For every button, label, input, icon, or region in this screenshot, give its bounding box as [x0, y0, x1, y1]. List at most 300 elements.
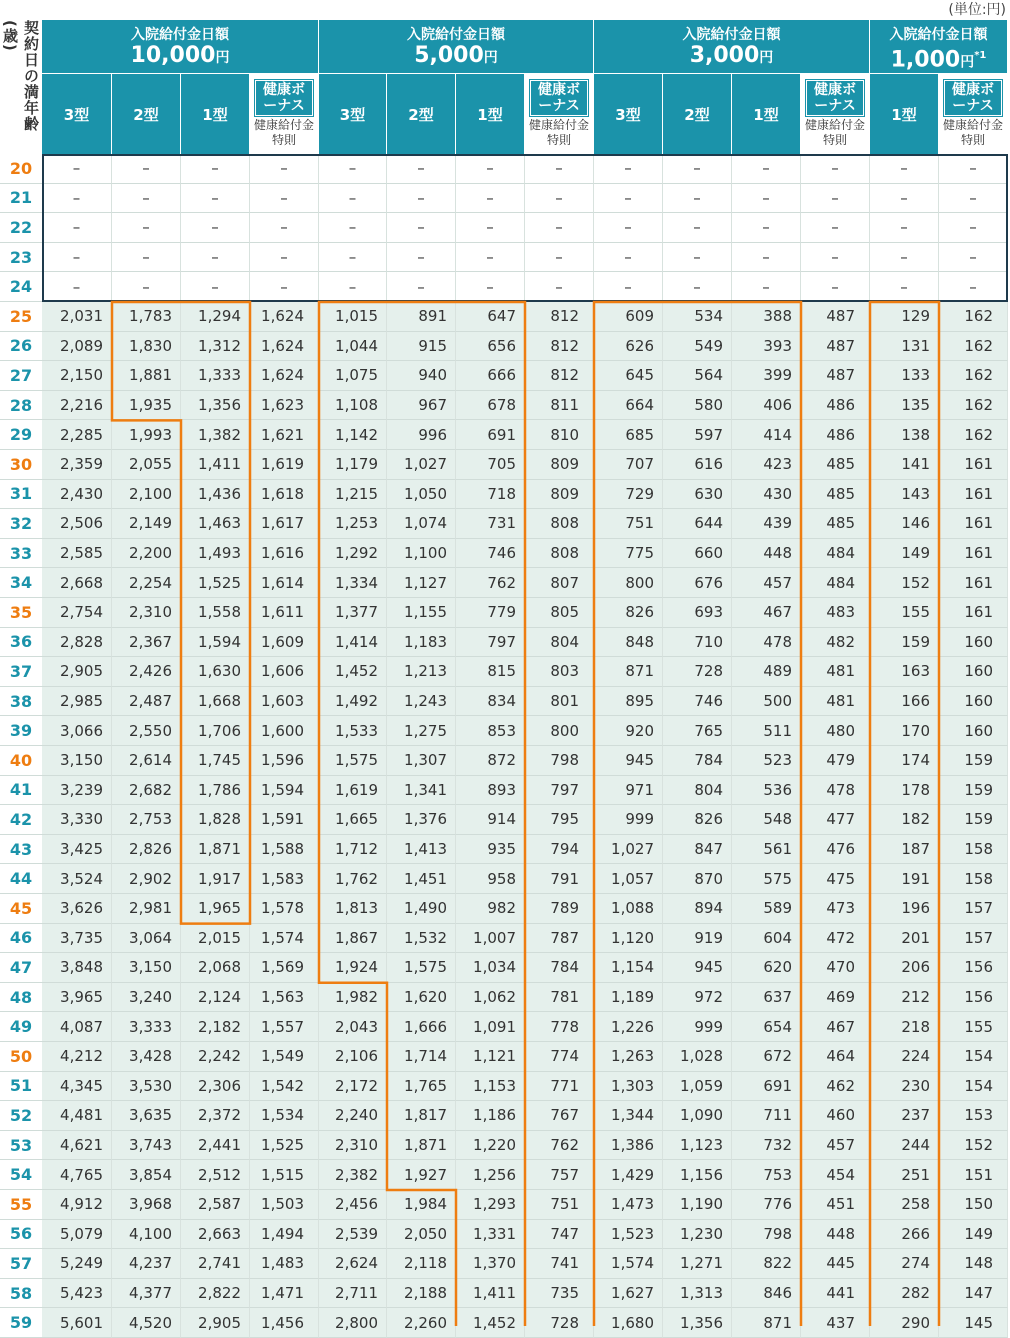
age-cell: 36	[0, 628, 42, 658]
premium-cell: 156	[939, 983, 1008, 1013]
premium-cell: 1,386	[594, 1131, 663, 1161]
premium-cell: 1,293	[456, 1190, 525, 1220]
premium-cell: 2,985	[42, 687, 112, 717]
premium-cell: 678	[456, 391, 525, 421]
premium-cell: 462	[801, 1072, 870, 1102]
age-cell: 34	[0, 568, 42, 598]
premium-cell: 732	[732, 1131, 801, 1161]
yen-unit: 円	[960, 54, 975, 71]
premium-cell: 147	[939, 1279, 1008, 1309]
age-cell: 35	[0, 598, 42, 628]
premium-cell: 1,558	[181, 598, 250, 628]
health-bonus-badge: 健康ボーナス	[530, 80, 588, 116]
premium-cell: –	[112, 213, 181, 243]
premium-cell: –	[456, 213, 525, 243]
premium-cell: –	[870, 272, 939, 302]
premium-cell: 2,430	[42, 480, 112, 510]
premium-cell: 152	[870, 568, 939, 598]
premium-cell: 2,015	[181, 924, 250, 954]
premium-cell: 2,310	[319, 1131, 387, 1161]
premium-cell: 150	[939, 1190, 1008, 1220]
premium-cell: 393	[732, 332, 801, 362]
age-cell: 46	[0, 924, 42, 954]
premium-cell: 230	[870, 1072, 939, 1102]
premium-cell: 161	[939, 539, 1008, 569]
premium-cell: 3,150	[112, 953, 181, 983]
premium-cell: 787	[525, 924, 594, 954]
premium-cell: 779	[456, 598, 525, 628]
premium-cell: 1,483	[250, 1249, 319, 1279]
premium-cell: 1,917	[181, 864, 250, 894]
premium-cell: 1,668	[181, 687, 250, 717]
premium-cell: 182	[870, 805, 939, 835]
premium-cell: 945	[663, 953, 732, 983]
age-cell: 37	[0, 657, 42, 687]
premium-cell: –	[456, 154, 525, 184]
premium-cell: 1,523	[594, 1220, 663, 1250]
premium-cell: 808	[525, 509, 594, 539]
premium-cell: 237	[870, 1101, 939, 1131]
type-header: 3型	[42, 74, 112, 154]
premium-cell: 1,515	[250, 1160, 319, 1190]
premium-cell: 826	[663, 805, 732, 835]
premium-cell: 637	[732, 983, 801, 1013]
premium-cell: 1,292	[319, 539, 387, 569]
premium-cell: 3,968	[112, 1190, 181, 1220]
premium-cell: 1,611	[250, 598, 319, 628]
premium-cell: 1,609	[250, 628, 319, 658]
premium-cell: –	[732, 213, 801, 243]
premium-cell: 1,965	[181, 894, 250, 924]
premium-cell: –	[801, 213, 870, 243]
premium-cell: 771	[525, 1072, 594, 1102]
bonus-header	[525, 74, 594, 154]
premium-cell: 1,574	[250, 924, 319, 954]
premium-cell: 798	[525, 746, 594, 776]
premium-cell: –	[250, 154, 319, 184]
premium-cell: 149	[939, 1220, 1008, 1250]
premium-cell: 1,452	[319, 657, 387, 687]
premium-cell: 487	[801, 302, 870, 332]
premium-cell: 1,436	[181, 480, 250, 510]
premium-cell: 1,534	[250, 1101, 319, 1131]
premium-cell: 481	[801, 687, 870, 717]
premium-cell: –	[870, 184, 939, 214]
age-cell: 29	[0, 420, 42, 450]
premium-cell: –	[456, 272, 525, 302]
premium-cell: –	[456, 184, 525, 214]
premium-cell: –	[181, 272, 250, 302]
premium-cell: 812	[525, 332, 594, 362]
bonus-header	[250, 74, 319, 154]
premium-cell: 2,902	[112, 864, 181, 894]
premium-cell: 597	[663, 420, 732, 450]
premium-cell: 4,087	[42, 1012, 112, 1042]
premium-cell: –	[387, 154, 456, 184]
premium-cell: 728	[525, 1308, 594, 1338]
premium-cell: 1,451	[387, 864, 456, 894]
premium-cell: 1,120	[594, 924, 663, 954]
premium-cell: 2,050	[387, 1220, 456, 1250]
premium-cell: –	[594, 272, 663, 302]
premium-cell: 2,089	[42, 332, 112, 362]
premium-cell: 1,871	[387, 1131, 456, 1161]
premium-cell: 1,154	[594, 953, 663, 983]
premium-cell: 616	[663, 450, 732, 480]
premium-cell: 131	[870, 332, 939, 362]
premium-cell: 1,745	[181, 746, 250, 776]
premium-cell: –	[319, 243, 387, 273]
premium-cell: 1,817	[387, 1101, 456, 1131]
premium-cell: 1,382	[181, 420, 250, 450]
premium-cell: –	[42, 184, 112, 214]
premium-cell: –	[387, 213, 456, 243]
premium-cell: 487	[801, 361, 870, 391]
premium-cell: 735	[525, 1279, 594, 1309]
premium-cell: 797	[456, 628, 525, 658]
premium-cell: 1,183	[387, 628, 456, 658]
premium-cell: –	[112, 272, 181, 302]
premium-cell: 4,520	[112, 1308, 181, 1338]
premium-cell: 811	[525, 391, 594, 421]
premium-cell: 751	[594, 509, 663, 539]
premium-cell: 935	[456, 835, 525, 865]
premium-cell: 4,100	[112, 1220, 181, 1250]
premium-cell: 2,043	[319, 1012, 387, 1042]
premium-cell: 4,621	[42, 1131, 112, 1161]
age-cell: 23	[0, 243, 42, 273]
premium-cell: 589	[732, 894, 801, 924]
premium-cell: 2,663	[181, 1220, 250, 1250]
type-header: 1型	[181, 74, 250, 154]
premium-cell: 162	[939, 361, 1008, 391]
premium-cell: –	[42, 272, 112, 302]
amount-value: 1,000	[890, 47, 961, 73]
premium-cell: 757	[525, 1160, 594, 1190]
premium-cell: 448	[732, 539, 801, 569]
premium-cell: 789	[525, 894, 594, 924]
premium-cell: 388	[732, 302, 801, 332]
premium-cell: 1,007	[456, 924, 525, 954]
premium-cell: 919	[663, 924, 732, 954]
premium-cell: –	[181, 184, 250, 214]
premium-cell: 480	[801, 716, 870, 746]
premium-cell: 472	[801, 924, 870, 954]
health-benefit-rider-label: 健康給付金特則	[253, 118, 314, 147]
premium-cell: 1,624	[250, 361, 319, 391]
premium-cell: 1,190	[663, 1190, 732, 1220]
premium-cell: –	[525, 272, 594, 302]
premium-cell: 751	[525, 1190, 594, 1220]
premium-cell: 2,172	[319, 1072, 387, 1102]
premium-cell: 1,088	[594, 894, 663, 924]
premium-cell: 1,471	[250, 1279, 319, 1309]
premium-cell: 1,303	[594, 1072, 663, 1102]
premium-cell: 1,429	[594, 1160, 663, 1190]
premium-cell: –	[387, 184, 456, 214]
group-header	[594, 20, 870, 74]
premium-cell: –	[732, 272, 801, 302]
age-cell: 41	[0, 776, 42, 806]
premium-cell: 999	[594, 805, 663, 835]
premium-cell: 765	[663, 716, 732, 746]
premium-cell: 158	[939, 835, 1008, 865]
premium-cell: 1,623	[250, 391, 319, 421]
premium-cell: 163	[870, 657, 939, 687]
premium-cell: –	[525, 184, 594, 214]
premium-cell: 159	[939, 776, 1008, 806]
age-cell: 38	[0, 687, 42, 717]
premium-cell: 710	[663, 628, 732, 658]
premium-cell: –	[250, 272, 319, 302]
premium-cell: 187	[870, 835, 939, 865]
premium-cell: 1,630	[181, 657, 250, 687]
premium-cell: 1,606	[250, 657, 319, 687]
premium-cell: 1,313	[663, 1279, 732, 1309]
premium-cell: 2,310	[112, 598, 181, 628]
premium-cell: 511	[732, 716, 801, 746]
premium-cell: 3,735	[42, 924, 112, 954]
premium-cell: 1,370	[456, 1249, 525, 1279]
premium-cell: 448	[801, 1220, 870, 1250]
premium-cell: 1,414	[319, 628, 387, 658]
premium-cell: –	[939, 272, 1008, 302]
premium-cell: 430	[732, 480, 801, 510]
premium-cell: 872	[456, 746, 525, 776]
premium-cell: 1,881	[112, 361, 181, 391]
premium-cell: 1,542	[250, 1072, 319, 1102]
premium-cell: 2,682	[112, 776, 181, 806]
premium-cell: 1,578	[250, 894, 319, 924]
premium-cell: 895	[594, 687, 663, 717]
premium-cell: 290	[870, 1308, 939, 1338]
premium-cell: 2,149	[112, 509, 181, 539]
premium-cell: 1,614	[250, 568, 319, 598]
premium-cell: 1,591	[250, 805, 319, 835]
premium-cell: –	[594, 154, 663, 184]
premium-cell: 1,121	[456, 1042, 525, 1072]
age-cell: 45	[0, 894, 42, 924]
premium-cell: 982	[456, 894, 525, 924]
premium-cell: 794	[525, 835, 594, 865]
premium-cell: 523	[732, 746, 801, 776]
premium-cell: 1,786	[181, 776, 250, 806]
premium-cell: 1,100	[387, 539, 456, 569]
premium-cell: –	[594, 213, 663, 243]
premium-cell: 2,800	[319, 1308, 387, 1338]
premium-cell: 2,306	[181, 1072, 250, 1102]
premium-cell: 157	[939, 894, 1008, 924]
premium-cell: 2,285	[42, 420, 112, 450]
group-label: 入院給付金日額	[682, 27, 781, 43]
premium-cell: 467	[732, 598, 801, 628]
premium-cell: 914	[456, 805, 525, 835]
premium-cell: 894	[663, 894, 732, 924]
premium-cell: 212	[870, 983, 939, 1013]
premium-cell: 478	[732, 628, 801, 658]
premium-cell: 467	[801, 1012, 870, 1042]
premium-cell: 891	[387, 302, 456, 332]
premium-cell: 399	[732, 361, 801, 391]
premium-cell: 451	[801, 1190, 870, 1220]
premium-cell: 5,249	[42, 1249, 112, 1279]
premium-cell: 2,216	[42, 391, 112, 421]
premium-cell: 153	[939, 1101, 1008, 1131]
premium-cell: 439	[732, 509, 801, 539]
premium-cell: 1,619	[319, 776, 387, 806]
premium-table	[0, 20, 1010, 1338]
premium-cell: 2,372	[181, 1101, 250, 1131]
premium-cell: 3,425	[42, 835, 112, 865]
premium-cell: 666	[456, 361, 525, 391]
premium-cell: 1,155	[387, 598, 456, 628]
premium-cell: 3,333	[112, 1012, 181, 1042]
premium-cell: 1,333	[181, 361, 250, 391]
premium-cell: 1,456	[250, 1308, 319, 1338]
premium-cell: 484	[801, 568, 870, 598]
premium-cell: 871	[594, 657, 663, 687]
premium-cell: 460	[801, 1101, 870, 1131]
premium-cell: 1,493	[181, 539, 250, 569]
premium-cell: 826	[594, 598, 663, 628]
premium-cell: 1,575	[319, 746, 387, 776]
premium-cell: 485	[801, 480, 870, 510]
premium-cell: 791	[525, 864, 594, 894]
premium-cell: 2,100	[112, 480, 181, 510]
premium-cell: 1,186	[456, 1101, 525, 1131]
premium-cell: 664	[594, 391, 663, 421]
premium-cell: 1,706	[181, 716, 250, 746]
premium-cell: 2,754	[42, 598, 112, 628]
premium-cell: 2,260	[387, 1308, 456, 1338]
premium-cell: 1,867	[319, 924, 387, 954]
premium-cell: 656	[456, 332, 525, 362]
premium-cell: 801	[525, 687, 594, 717]
type-header: 1型	[870, 74, 939, 154]
premium-cell: 1,059	[663, 1072, 732, 1102]
age-cell: 52	[0, 1101, 42, 1131]
premium-cell: 1,765	[387, 1072, 456, 1102]
premium-cell: 798	[732, 1220, 801, 1250]
premium-cell: 1,179	[319, 450, 387, 480]
premium-cell: 797	[525, 776, 594, 806]
premium-cell: 4,481	[42, 1101, 112, 1131]
premium-cell: 741	[525, 1249, 594, 1279]
premium-cell: 672	[732, 1042, 801, 1072]
premium-cell: –	[319, 272, 387, 302]
premium-cell: 138	[870, 420, 939, 450]
premium-cell: –	[112, 243, 181, 273]
group-amount	[870, 44, 1007, 74]
premium-cell: 1,463	[181, 509, 250, 539]
premium-cell: 258	[870, 1190, 939, 1220]
premium-cell: 807	[525, 568, 594, 598]
premium-cell: 1,028	[663, 1042, 732, 1072]
premium-cell: 1,714	[387, 1042, 456, 1072]
premium-cell: 1,665	[319, 805, 387, 835]
premium-cell: 485	[801, 509, 870, 539]
premium-cell: –	[387, 272, 456, 302]
premium-cell: 2,506	[42, 509, 112, 539]
premium-cell: 1,762	[319, 864, 387, 894]
premium-cell: 1,982	[319, 983, 387, 1013]
group-header	[42, 20, 319, 74]
health-bonus-badge: 健康ボーナス	[255, 80, 313, 116]
age-cell: 33	[0, 539, 42, 569]
premium-cell: 457	[732, 568, 801, 598]
premium-cell: 1,376	[387, 805, 456, 835]
premium-cell: 2,550	[112, 716, 181, 746]
type-header: 3型	[319, 74, 387, 154]
premium-cell: 1,563	[250, 983, 319, 1013]
premium-cell: 1,411	[181, 450, 250, 480]
premium-cell: –	[939, 243, 1008, 273]
premium-cell: 1,473	[594, 1190, 663, 1220]
premium-cell: 162	[939, 420, 1008, 450]
premium-cell: 141	[870, 450, 939, 480]
premium-cell: 191	[870, 864, 939, 894]
premium-cell: 149	[870, 539, 939, 569]
premium-cell: –	[525, 243, 594, 273]
premium-cell: 1,624	[250, 332, 319, 362]
premium-cell: 999	[663, 1012, 732, 1042]
premium-cell: 1,452	[456, 1308, 525, 1338]
premium-cell: 2,539	[319, 1220, 387, 1250]
age-cell: 55	[0, 1190, 42, 1220]
premium-cell: 1,525	[181, 568, 250, 598]
premium-cell: 3,066	[42, 716, 112, 746]
premium-cell: 729	[594, 480, 663, 510]
premium-cell: 487	[801, 332, 870, 362]
premium-cell: 870	[663, 864, 732, 894]
premium-cell: 1,830	[112, 332, 181, 362]
premium-cell: 812	[525, 361, 594, 391]
premium-cell: 871	[732, 1308, 801, 1338]
premium-cell: 647	[456, 302, 525, 332]
premium-cell: 2,826	[112, 835, 181, 865]
age-cell: 44	[0, 864, 42, 894]
premium-cell: 660	[663, 539, 732, 569]
premium-cell: 1,413	[387, 835, 456, 865]
premium-cell: 166	[870, 687, 939, 717]
premium-cell: 1,215	[319, 480, 387, 510]
premium-cell: 693	[663, 598, 732, 628]
premium-cell: 1,127	[387, 568, 456, 598]
premium-cell: –	[939, 213, 1008, 243]
premium-cell: 161	[939, 450, 1008, 480]
premium-cell: 4,765	[42, 1160, 112, 1190]
premium-cell: 1,230	[663, 1220, 732, 1250]
premium-cell: 762	[525, 1131, 594, 1161]
premium-cell: 2,055	[112, 450, 181, 480]
premium-cell: 1,618	[250, 480, 319, 510]
premium-cell: 549	[663, 332, 732, 362]
premium-cell: 808	[525, 539, 594, 569]
type-header: 1型	[732, 74, 801, 154]
premium-cell: –	[870, 213, 939, 243]
premium-cell: 1,050	[387, 480, 456, 510]
premium-cell: 848	[594, 628, 663, 658]
premium-cell: 2,188	[387, 1279, 456, 1309]
premium-cell: 476	[801, 835, 870, 865]
premium-cell: 2,512	[181, 1160, 250, 1190]
premium-cell: –	[42, 243, 112, 273]
premium-cell: 1,091	[456, 1012, 525, 1042]
premium-cell: 475	[801, 864, 870, 894]
premium-cell: –	[594, 184, 663, 214]
premium-cell: –	[663, 154, 732, 184]
yen-unit: 円	[483, 50, 498, 66]
